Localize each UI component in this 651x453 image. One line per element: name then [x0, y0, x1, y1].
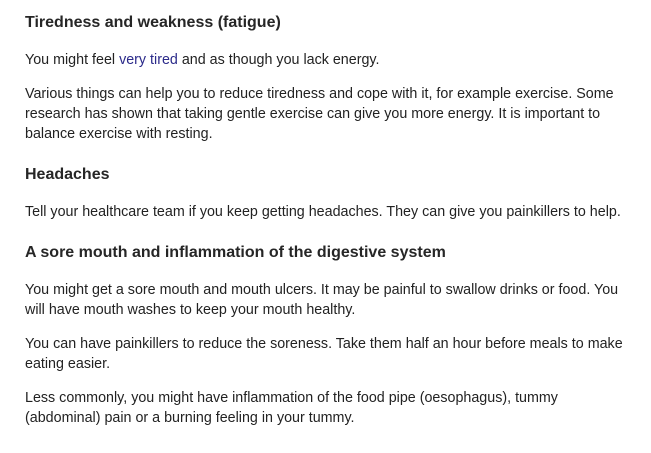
mouth-paragraph-3: Less commonly, you might have inflammation of the food pipe (oesophagus), tummy (abdominal) pain or a burning feeling in your tummy.	[25, 390, 558, 426]
fatigue-paragraph-2: Various things can help you to reduce tiredness and cope with it, for example exercise. Some research has shown that taking gentle exercise can give you more energy. It is important to balance exercise with resting.	[25, 86, 614, 142]
fatigue-text-after-link: and as though you lack energy.	[177, 52, 380, 68]
heading-fatigue: Tiredness and weakness (fatigue)	[25, 14, 281, 31]
heading-sore-mouth: A sore mouth and inflammation of the digestive system	[25, 244, 446, 261]
heading-headaches: Headaches	[25, 166, 110, 183]
fatigue-text-before-link: You might feel	[25, 52, 120, 68]
very-tired-link[interactable]: very tired	[119, 52, 178, 68]
mouth-paragraph-2: You can have painkillers to reduce the soreness. Take them half an hour before meals to make eating easier.	[25, 336, 623, 372]
mouth-paragraph-1: You might get a sore mouth and mouth ulcers. It may be painful to swallow drinks or food. You will have mouth washes to keep your mouth healthy.	[25, 282, 619, 318]
headaches-paragraph: Tell your healthcare team if you keep getting headaches. They can give you painkillers to help.	[25, 204, 621, 220]
fatigue-paragraph-1	[25, 50, 636, 70]
